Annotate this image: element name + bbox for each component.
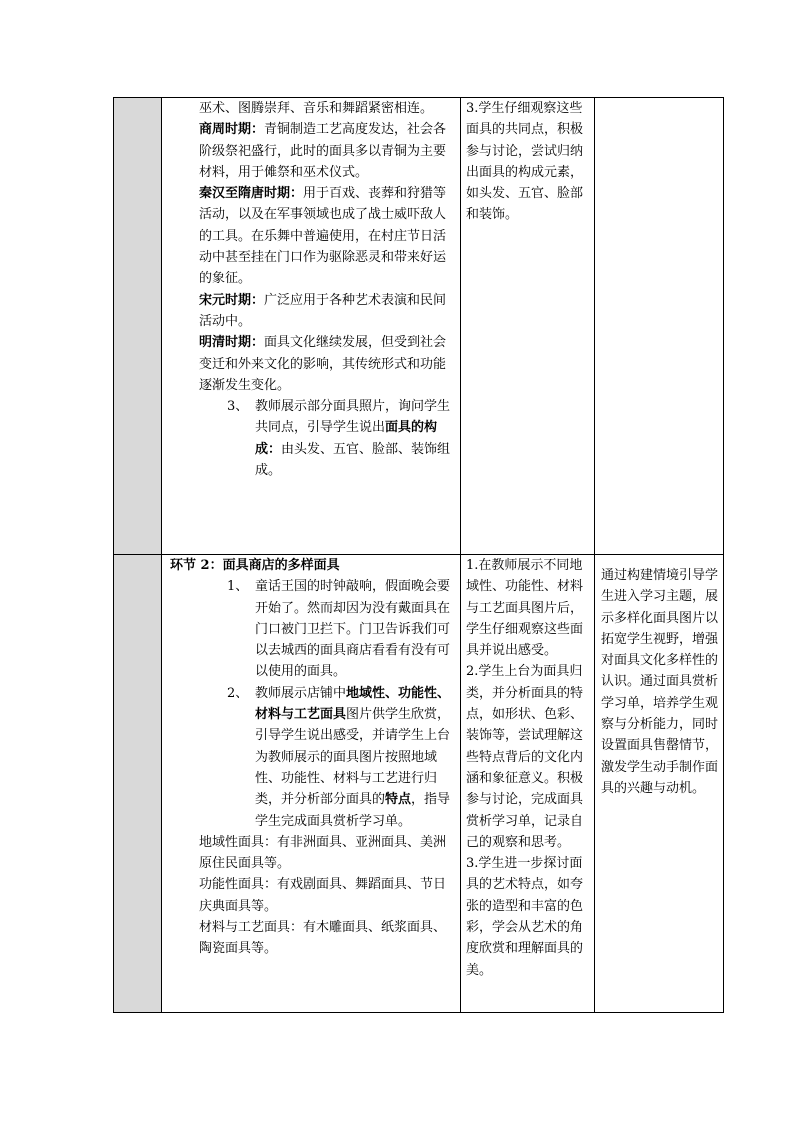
step-3: 3、 教师展示部分面具照片，询问学生共同点，引导学生说出面具的构成：由头发、五官、脸部、装饰组成。 [227, 399, 451, 479]
regional-masks: 地域性面具：有非洲面具、亚洲面具、美洲原住民面具等。 [199, 834, 447, 872]
functional-masks: 功能性面具：有戏剧面具、舞蹈面具、节日庆典面具等。 [199, 877, 447, 914]
lesson-plan-table [113, 97, 724, 1013]
period-song-yuan: 宋元时期：广泛应用于各种艺术表演和民间活动中。 [199, 292, 447, 329]
table-row [114, 98, 724, 555]
step-2: 2、 教师展示店铺中地域性、功能性、材料与工艺面具图片供学生欣赏，引导学生说出感受，并请学生上台为教师展示的面具图片按照地域性、功能性、材料与工艺进行归类，并分析部分面具的特点，指导学生完成面具赏析学习单。 [227, 685, 451, 829]
student-activity-cell: 3.学生仔细观察这些面具的共同点，积极参与讨论，尝试归纳出面具的构成元素，如头发、五官、脸部和装饰。 [461, 98, 595, 555]
material-masks: 材料与工艺面具：有木雕面具、纸浆面具、陶瓷面具等。 [199, 920, 447, 957]
step-1: 1、 童话王国的时钟敲响，假面晚会要开始了。然而却因为没有戴面具在门口被门卫拦下。门卫告诉我们可以去城西的面具商店看看有没有可以使用的面具。 [227, 579, 451, 680]
design-intent-cell: 通过构建情境引导学生进入学习主题，展示多样化面具图片以拓宽学生视野，增强对面具文化多样性的认识。通过面具赏析学习单，培养学生观察与分析能力，同时设置面具售罄情节，激发学生动手制作面具的兴趣与动机。 [595, 555, 724, 1013]
shaded-cell [114, 98, 162, 555]
period-shang-zhou: 商周时期：青铜制造工艺高度发达，社会各阶级祭祀盛行，此时的面具多以青铜为主要材料，用于傩祭和巫术仪式。 [199, 122, 447, 180]
section-heading: 环节 2：面具商店的多样面具 [170, 558, 340, 573]
design-intent-cell [595, 98, 724, 555]
table-row [114, 555, 724, 1013]
shaded-cell [114, 555, 162, 1013]
period-ming-qing: 明清时期：面具文化继续发展，但受到社会变迁和外来文化的影响，其传统形式和功能逐渐发生变化。 [199, 335, 447, 393]
intro-text: 巫术、图腾崇拜、音乐和舞蹈紧密相连。 [199, 101, 434, 116]
student-activity-cell: 1.在教师展示不同地域性、功能性、材料与工艺面具图片后，学生仔细观察这些面具并说出感受。 2.学生上台为面具归类，并分析面具的特点，如形状、色彩、装饰等，尝试理解这些特点背后的文化内涵和象征意义。积极参与讨论，完成面具赏析学习单，记录自己的观察和思考。 3.学生进一步探讨面具的艺术特点，如夸张的造型和丰富的色彩，学会从艺术的角度欣赏和理解面具的美。 [461, 555, 595, 1013]
teacher-activity-cell [162, 555, 461, 1013]
teacher-activity-cell [162, 98, 461, 555]
period-qin-han-sui-tang: 秦汉至隋唐时期：用于百戏、丧葬和狩猎等活动，以及在军事领域也成了战士威吓敌人的工具。在乐舞中普遍使用，在村庄节日活动中甚至挂在门口作为驱除恶灵和带来好运的象征。 [199, 186, 447, 287]
